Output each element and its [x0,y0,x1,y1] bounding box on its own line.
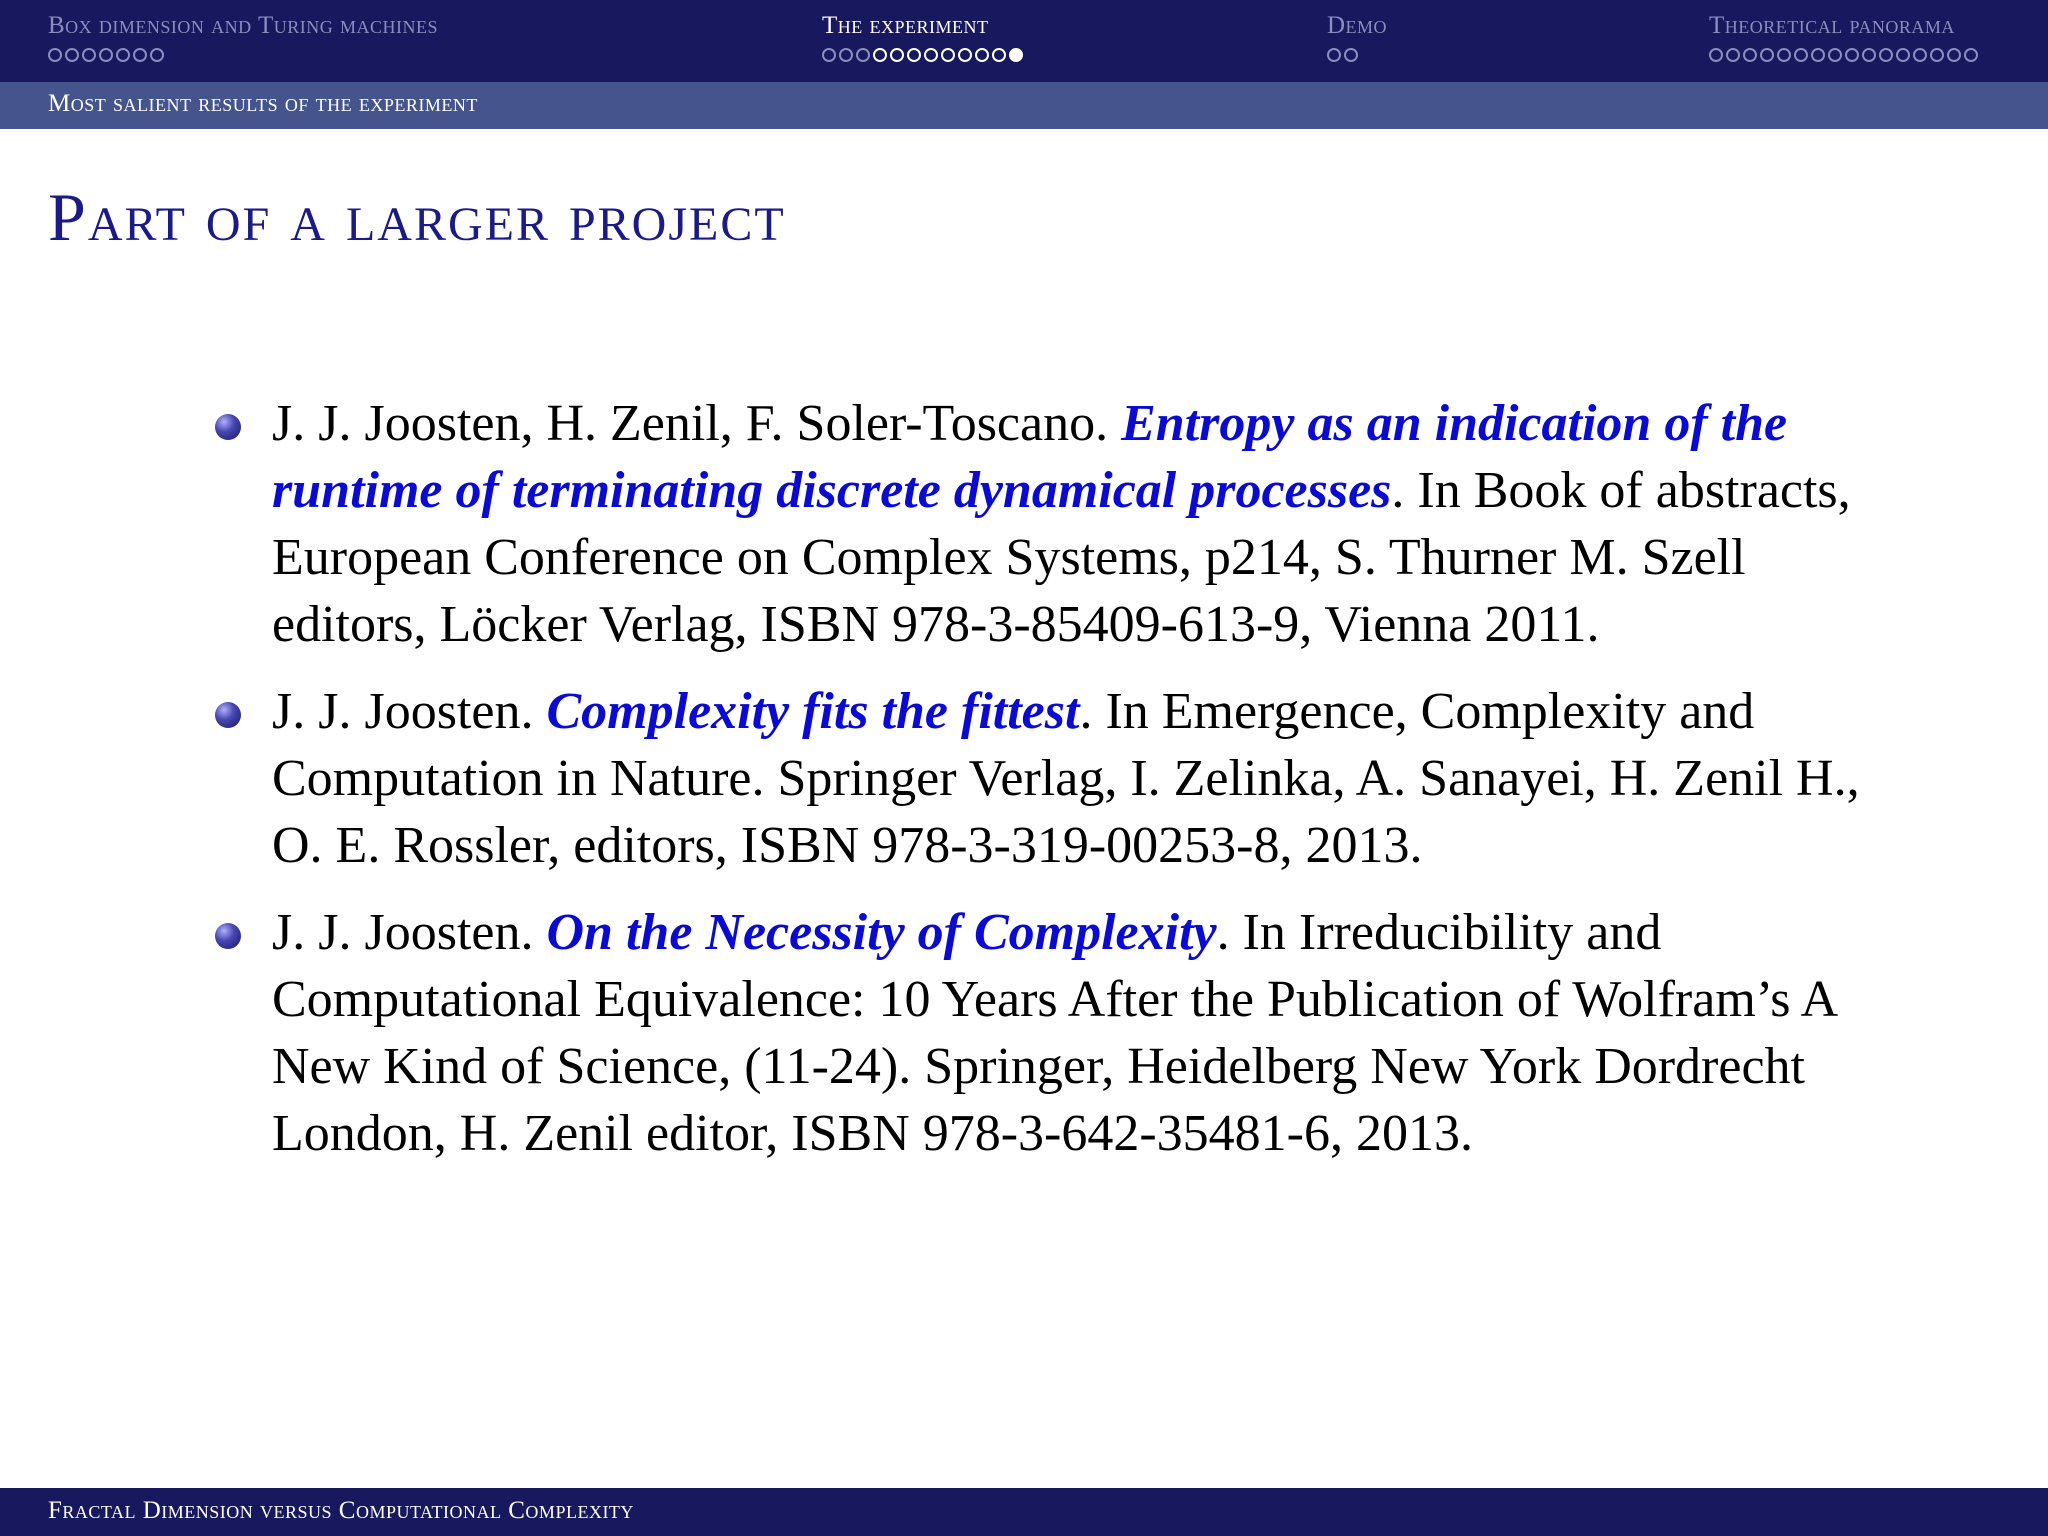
section-navigation-bar [0,0,2048,82]
frame-dot[interactable] [48,48,62,62]
frame-dot[interactable] [1709,48,1723,62]
frame-dot[interactable] [1726,48,1740,62]
frame-dot[interactable] [907,48,921,62]
reference-details: . In Emergence, Complexity and Computation in Nature. Springer Verlag, I. Zelinka, A. Sanayei, H. Zenil H., O. E. Rossler, editors, ISBN 978-3-319-00253-8, 2013. [272,683,1860,874]
subsection-bar [0,82,2048,129]
frame-title: Part of a larger project [48,179,786,255]
reference-details: . In Book of abstracts, European Conference on Complex Systems, p214, S. Thurner M. Szell editors, Löcker Verlag, ISBN 978-3-85409-613-9, Vienna 2011. [272,462,1851,653]
frame-dot[interactable] [150,48,164,62]
subsection-title[interactable]: Most salient results of the experiment [48,90,478,117]
frame-dot[interactable] [1009,48,1023,62]
nav-frame-dots [1709,48,1978,62]
ball-bullet-icon [215,923,241,949]
reference-item [215,678,1895,879]
footer-bar [0,1488,2048,1536]
frame-dot[interactable] [133,48,147,62]
reference-item [215,390,1895,658]
nav-section-title[interactable]: The experiment [822,12,989,39]
frame-dot[interactable] [1947,48,1961,62]
reference-authors: J. J. Joosten. [272,683,534,740]
frame-dot[interactable] [941,48,955,62]
frame-dot[interactable] [65,48,79,62]
frame-dot[interactable] [1344,48,1358,62]
nav-section-the-experiment[interactable] [822,10,1023,62]
frame-dot[interactable] [839,48,853,62]
nav-section-box-dimension[interactable] [48,10,438,62]
nav-section-demo[interactable] [1327,10,1387,62]
reference-list [215,390,1895,1187]
frame-dot[interactable] [975,48,989,62]
reference-title: On the Necessity of Complexity [546,904,1217,961]
frame-dot[interactable] [1845,48,1859,62]
frame-dot[interactable] [1794,48,1808,62]
ball-bullet-icon [215,414,241,440]
reference-title: Complexity fits the fittest [546,683,1080,740]
frame-dot[interactable] [924,48,938,62]
reference-item [215,899,1895,1167]
reference-details: . In Irreducibility and Computational Equivalence: 10 Years After the Publication of Wolfram’s A New Kind of Science, (11-24). Springer, Heidelberg New York Dordrecht London, H. Zenil editor, ISBN 978-3-642-35481-6, 2013. [272,904,1836,1162]
frame-dot[interactable] [890,48,904,62]
nav-section-title[interactable]: Box dimension and Turing machines [48,12,438,39]
frame-dot[interactable] [856,48,870,62]
frame-dot[interactable] [1743,48,1757,62]
frame-dot[interactable] [1811,48,1825,62]
frame-dot[interactable] [822,48,836,62]
frame-dot[interactable] [1913,48,1927,62]
frame-dot[interactable] [82,48,96,62]
reference-authors: J. J. Joosten. [272,904,534,961]
nav-frame-dots [822,48,1023,62]
frame-dot[interactable] [992,48,1006,62]
nav-section-theoretical-panorama[interactable] [1709,10,1978,62]
frame-dot[interactable] [1862,48,1876,62]
nav-frame-dots [1327,48,1387,62]
frame-dot[interactable] [99,48,113,62]
frame-dot[interactable] [116,48,130,62]
nav-frame-dots [48,48,438,62]
frame-dot[interactable] [1777,48,1791,62]
frame-dot[interactable] [1930,48,1944,62]
footer-title: Fractal Dimension versus Computational Complexity [48,1497,634,1524]
frame-dot[interactable] [1964,48,1978,62]
reference-title: Entropy as an indication of the runtime of terminating discrete dynamical processes [272,395,1788,519]
ball-bullet-icon [215,702,241,728]
frame-dot[interactable] [958,48,972,62]
frame-dot[interactable] [873,48,887,62]
frame-dot[interactable] [1896,48,1910,62]
frame-dot[interactable] [1327,48,1341,62]
nav-section-title[interactable]: Demo [1327,12,1388,39]
nav-section-title[interactable]: Theoretical panorama [1709,12,1955,39]
frame-dot[interactable] [1760,48,1774,62]
reference-authors: J. J. Joosten, H. Zenil, F. Soler-Toscano. [272,395,1109,452]
frame-dot[interactable] [1828,48,1842,62]
frame-dot[interactable] [1879,48,1893,62]
